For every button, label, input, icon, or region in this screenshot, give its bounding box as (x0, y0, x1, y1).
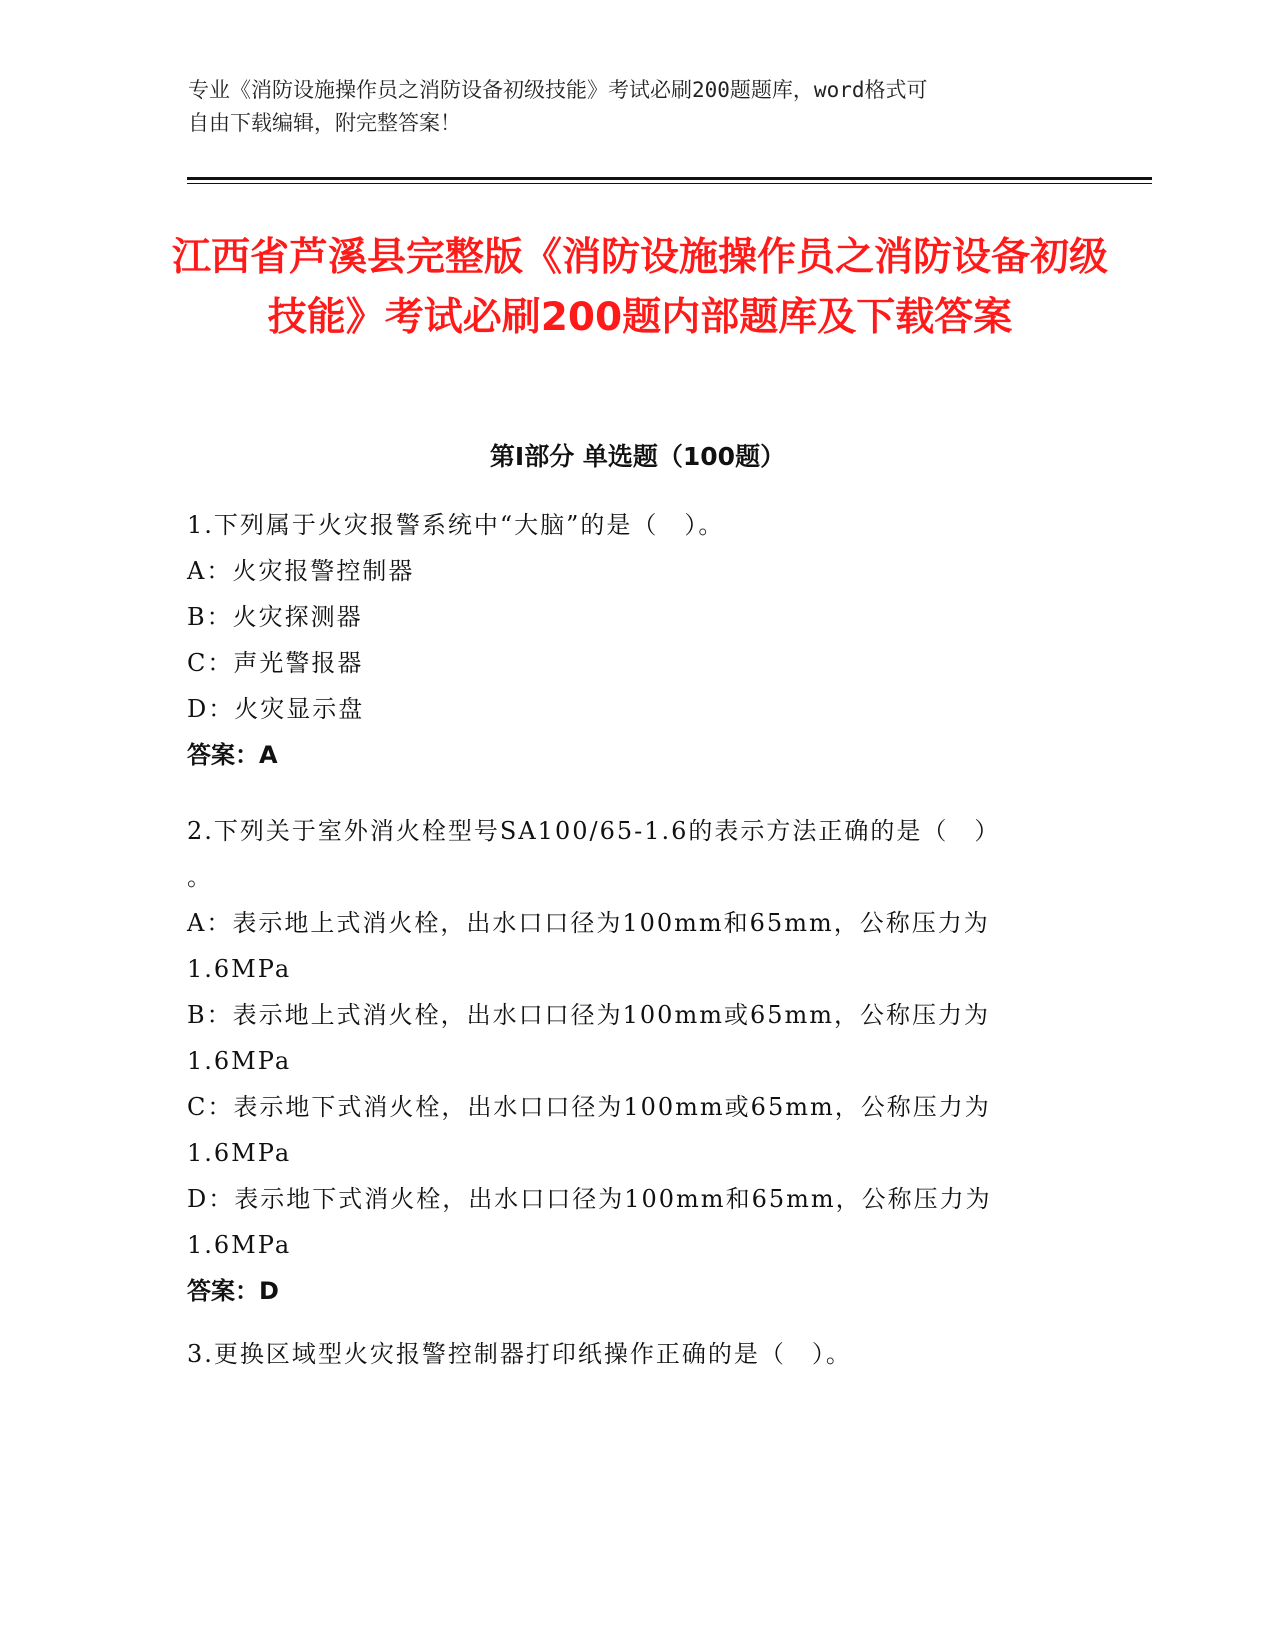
header-note (188, 74, 1068, 140)
question-stem-continued: 。 (187, 863, 213, 891)
option-c: C：表示地下式消火栓，出水口口径为100mm或65mm，公称压力为 (187, 1093, 991, 1121)
option-d: D：火灾显示盘 (187, 695, 365, 723)
option-b: B：表示地上式消火栓，出水口口径为100mm或65mm，公称压力为 (187, 1001, 991, 1029)
option-c: C：声光警报器 (187, 649, 364, 677)
option-a-continued: 1.6MPa (187, 955, 292, 983)
option-c-continued: 1.6MPa (187, 1139, 292, 1167)
header-note-line-2: 自由下载编辑，附完整答案！ (188, 111, 461, 135)
answer: 答案：A (187, 741, 278, 769)
header-divider-thin (187, 183, 1152, 184)
question-3 (187, 1331, 1087, 1377)
header-note-line-1: 专业《消防设施操作员之消防设备初级技能》考试必刷200题题库，word格式可 (188, 78, 928, 102)
option-d: D：表示地下式消火栓，出水口口径为100mm和65mm，公称压力为 (187, 1185, 992, 1213)
section-heading: 第Ⅰ部分 单选题（100题） (489, 442, 786, 471)
option-a: A：火灾报警控制器 (187, 557, 415, 585)
question-2 (187, 808, 1087, 1314)
question-1 (187, 502, 1087, 778)
option-d-continued: 1.6MPa (187, 1231, 292, 1259)
option-b: B：火灾探测器 (187, 603, 363, 631)
header-divider-thick (187, 177, 1152, 180)
question-stem: 2.下列关于室外消火栓型号SA100/65-1.6的表示方法正确的是（ ） (187, 817, 1001, 845)
option-b-continued: 1.6MPa (187, 1047, 292, 1075)
question-stem: 3.更换区域型火灾报警控制器打印纸操作正确的是（ ）。 (187, 1340, 852, 1368)
option-a: A：表示地上式消火栓，出水口口径为100mm和65mm，公称压力为 (187, 909, 990, 937)
question-stem: 1.下列属于火灾报警系统中“大脑”的是（ ）。 (187, 511, 725, 539)
document-title: 江西省芦溪县完整版《消防设施操作员之消防设备初级技能》考试必刷200题内部题库及下载答案 (171, 235, 1108, 340)
answer: 答案：D (187, 1277, 279, 1305)
